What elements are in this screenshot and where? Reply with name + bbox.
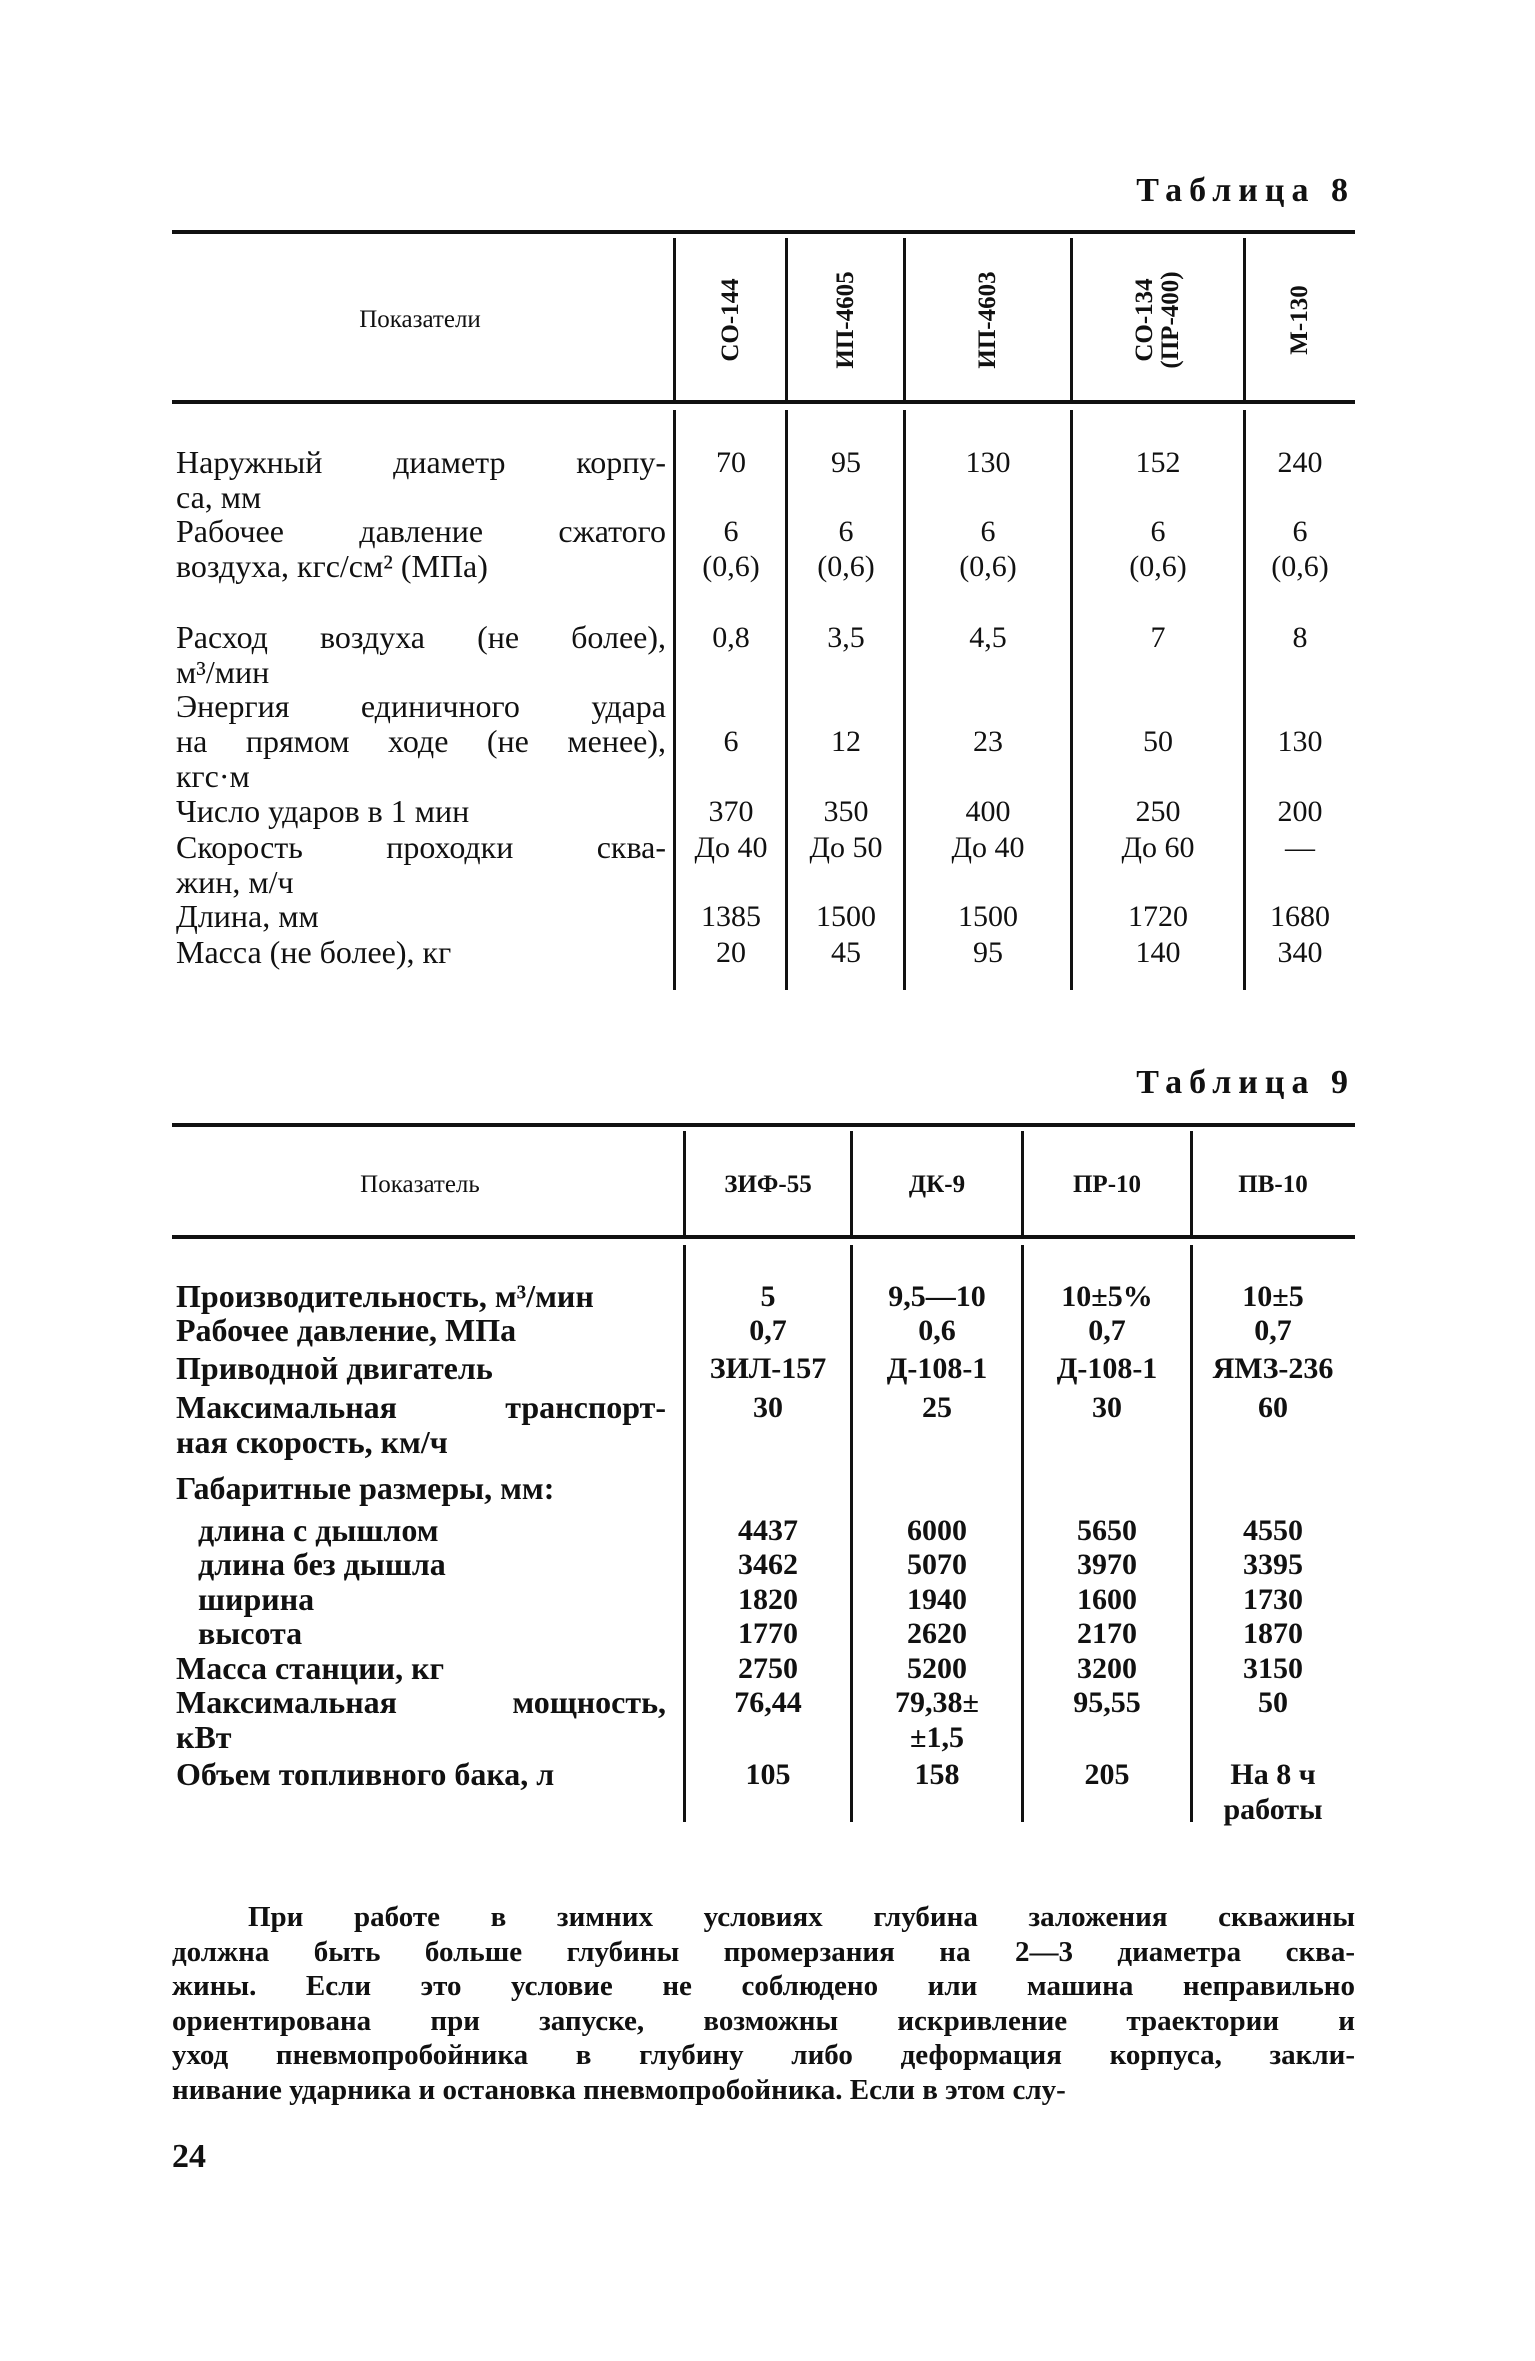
table-cell (1077, 1582, 1137, 1617)
column-header: ИП-4605 (832, 271, 859, 369)
label-line: высота (198, 1615, 303, 1651)
label-line: длина без дышла (198, 1546, 446, 1582)
cell-value: 130 (1277, 725, 1323, 758)
cell-value: 50 (1258, 1686, 1288, 1719)
cell-value: 3462 (738, 1548, 798, 1581)
table-cell (966, 445, 1011, 480)
cell-value: 79,38± (895, 1686, 979, 1719)
table-cell (1088, 1313, 1126, 1348)
table9-caption: Таблица 9 (1136, 1064, 1355, 1101)
cell-value: 152 (1135, 446, 1181, 479)
cell-value: 4,5 (969, 621, 1007, 654)
table-cell (1073, 1685, 1141, 1720)
table-cell (1077, 1513, 1137, 1548)
cell-value: До 40 (951, 831, 1025, 864)
cell-value: 3200 (1077, 1652, 1137, 1685)
table-cell (738, 1582, 798, 1617)
table-cell (952, 830, 1025, 865)
column-divider (1070, 410, 1073, 990)
top-rule (172, 230, 1355, 234)
header-label: Показатель (360, 1171, 480, 1198)
column-divider (683, 1131, 686, 1235)
row-label (176, 830, 666, 900)
cell-value: 10±5 (1242, 1280, 1304, 1313)
table-cell (1213, 1351, 1334, 1386)
label-line: жин, м/ч (176, 864, 294, 900)
table-cell (1278, 794, 1323, 829)
table-cell (695, 830, 768, 865)
table-cell (907, 1547, 967, 1582)
cell-value: 240 (1277, 446, 1323, 479)
cell-value: 3970 (1077, 1548, 1137, 1581)
column-divider (1021, 1131, 1024, 1235)
table-cell (1258, 1390, 1288, 1425)
cell-value: (0,6) (1129, 550, 1187, 583)
table-cell (761, 1279, 776, 1314)
table-cell (1136, 935, 1181, 970)
cell-value: 5650 (1077, 1514, 1137, 1547)
cell-value: 0,8 (712, 621, 750, 654)
cell-value: 1940 (907, 1583, 967, 1616)
table-cell (1293, 620, 1308, 655)
cell-value: 8 (1292, 621, 1308, 654)
cell-value: 140 (1135, 936, 1181, 969)
table-cell (922, 1390, 952, 1425)
table-cell (973, 724, 1003, 759)
table-cell (831, 935, 861, 970)
cell-value: 6 (1292, 515, 1308, 548)
column-header: ЗИФ-55 (724, 1171, 812, 1198)
paragraph-line: При работе в зимних условиях глубина заложения скважины (248, 1901, 1355, 1933)
table-cell (1278, 445, 1323, 480)
cell-value: 3150 (1243, 1652, 1303, 1685)
label-line: воздуха, кгс/см² (МПа) (176, 548, 488, 584)
table-cell (1254, 1313, 1292, 1348)
label-line: Максимальная транспорт- (176, 1389, 666, 1425)
table-cell (1223, 1757, 1322, 1827)
cell-value: 6 (723, 515, 739, 548)
cell-value: 400 (965, 795, 1011, 828)
cell-value: 95 (831, 446, 861, 479)
cell-value: (0,6) (702, 550, 760, 583)
cell-value: 158 (914, 1758, 960, 1791)
column-header: ДК-9 (908, 1171, 966, 1198)
table-cell (1258, 1685, 1288, 1720)
page-number: 24 (172, 2138, 206, 2175)
table-cell (907, 1582, 967, 1617)
table-cell (1077, 1616, 1137, 1651)
column-divider (683, 1245, 686, 1822)
label-line: Длина, мм (176, 898, 319, 934)
column-divider (1243, 410, 1246, 990)
paragraph-line: уход пневмопробойника в глубину либо деформация корпуса, закли- (172, 2039, 1355, 2071)
table-cell (1271, 514, 1328, 584)
paragraph-line: ориентирована при запуске, возможны искривление траектории и (172, 2004, 1355, 2037)
label-line: ная скорость, км/ч (176, 1424, 448, 1460)
row-label (176, 1757, 666, 1792)
table-cell (831, 445, 861, 480)
table-cell (959, 514, 1016, 584)
table-cell (969, 620, 1007, 655)
table-cell (1243, 1651, 1303, 1686)
cell-value: 205 (1084, 1758, 1130, 1791)
cell-value: 1770 (738, 1617, 798, 1650)
table-cell (887, 1351, 988, 1386)
row-label (176, 899, 666, 934)
paragraph-line: нивание ударника и остановка пневмопробойника. Если в этом слу- (172, 2073, 1066, 2106)
table-cell (1243, 1547, 1303, 1582)
table-cell (966, 794, 1011, 829)
column-divider (850, 1131, 853, 1235)
column-divider (1243, 238, 1246, 400)
table-cell (824, 794, 869, 829)
label-line: м³/мин (176, 654, 270, 690)
cell-value: 23 (973, 725, 1003, 758)
cell-value: 5 (760, 1280, 776, 1313)
cell-value: 9,5—10 (888, 1280, 986, 1313)
column-divider (1070, 238, 1073, 400)
cell-value: 60 (1258, 1391, 1288, 1424)
cell-value: 3,5 (827, 621, 865, 654)
row-label (176, 445, 666, 515)
label-line: Производительность, м³/мин (176, 1278, 594, 1314)
table-cell (738, 1547, 798, 1582)
cell-value: 95,55 (1073, 1686, 1141, 1719)
header-rule (172, 400, 1355, 404)
table-cell (895, 1685, 979, 1755)
cell-value: 1730 (1243, 1583, 1303, 1616)
cell-value: 0,7 (1088, 1314, 1126, 1347)
table-cell (973, 935, 1003, 970)
column-divider (1190, 1245, 1193, 1822)
cell-value: 3395 (1243, 1548, 1303, 1581)
cell-value: 1500 (958, 900, 1018, 933)
cell-value: 200 (1277, 795, 1323, 828)
table-cell (817, 514, 874, 584)
column-divider (785, 410, 788, 990)
table-cell (1278, 935, 1323, 970)
row-label (176, 1471, 666, 1506)
header-label: Показатели (359, 306, 481, 333)
column-header: СО-144 (717, 278, 744, 362)
table-cell (907, 1616, 967, 1651)
table-cell (1151, 620, 1166, 655)
column-divider (1021, 1245, 1024, 1822)
table-cell (749, 1313, 787, 1348)
table-cell (753, 1390, 783, 1425)
table-cell (816, 899, 876, 934)
cell-value: 1720 (1128, 900, 1188, 933)
column-divider (673, 410, 676, 990)
table-cell (1129, 514, 1186, 584)
label-line: Число ударов в 1 мин (176, 793, 470, 829)
table-cell (907, 1513, 967, 1548)
label-line: Максимальная мощность, (176, 1684, 666, 1720)
cell-value: 70 (716, 446, 746, 479)
cell-value: 12 (831, 725, 861, 758)
label-line: Приводной двигатель (176, 1350, 493, 1386)
cell-value: 7 (1150, 621, 1166, 654)
column-header: СО-134 (ПР-400) (1131, 271, 1184, 369)
cell-value: 105 (745, 1758, 791, 1791)
table-cell (1143, 724, 1173, 759)
cell-value: (0,6) (959, 550, 1017, 583)
table-cell (702, 514, 759, 584)
cell-value: 30 (1092, 1391, 1122, 1424)
table-cell (1242, 1279, 1303, 1314)
cell-value: 1820 (738, 1583, 798, 1616)
cell-value: ЗИЛ-157 (709, 1352, 827, 1385)
table-cell (738, 1513, 798, 1548)
cell-value: 0,7 (1254, 1314, 1292, 1347)
table-cell (1243, 1513, 1303, 1548)
table-cell (1128, 899, 1188, 934)
cell-value: 0,7 (749, 1314, 787, 1347)
cell-value: 1870 (1243, 1617, 1303, 1650)
cell-value: Д-108-1 (1056, 1352, 1158, 1385)
cell-value: 1500 (816, 900, 876, 933)
cell-value: 4437 (738, 1514, 798, 1547)
table-cell (888, 1279, 986, 1314)
table-cell (1061, 1279, 1152, 1314)
cell-value: 6 (723, 725, 739, 758)
cell-value: 6 (1150, 515, 1166, 548)
cell-value: 0,6 (918, 1314, 956, 1347)
column-divider (903, 238, 906, 400)
table-cell (1285, 830, 1315, 865)
table-cell (1243, 1616, 1303, 1651)
cell-value: До 40 (694, 831, 768, 864)
label-line: Расход воздуха (не более), (176, 619, 666, 655)
table-cell (831, 724, 861, 759)
row-label (176, 620, 666, 690)
table8-caption: Таблица 8 (1136, 172, 1355, 209)
label-line: Рабочее давление, МПа (176, 1312, 517, 1348)
label-line: ширина (198, 1581, 315, 1617)
cell-value: 6 (838, 515, 854, 548)
row-label (176, 935, 666, 970)
column-divider (850, 1245, 853, 1822)
cell-value: 5070 (907, 1548, 967, 1581)
table-cell (1092, 1390, 1122, 1425)
column-header: ИП-4603 (974, 271, 1001, 369)
table-cell (701, 899, 761, 934)
column-header: ПВ-10 (1238, 1171, 1308, 1198)
cell-value: До 60 (1121, 831, 1195, 864)
cell-value: 30 (753, 1391, 783, 1424)
cell-value: 1385 (701, 900, 761, 933)
label-line: Скорость проходки сква- (176, 829, 666, 865)
table-cell (724, 724, 739, 759)
row-label (176, 689, 666, 794)
cell-value: 2750 (738, 1652, 798, 1685)
table-cell (716, 445, 746, 480)
table-cell (710, 1351, 827, 1386)
cell-value: 25 (922, 1391, 952, 1424)
label-line: Масса (не более), кг (176, 934, 452, 970)
table-cell (1136, 794, 1181, 829)
cell-value: 20 (716, 936, 746, 969)
table-cell (1270, 899, 1330, 934)
table-cell (958, 899, 1018, 934)
table-cell (1243, 1582, 1303, 1617)
row-label (176, 514, 666, 584)
cell-value: 10±5% (1061, 1280, 1153, 1313)
table-cell (738, 1651, 798, 1686)
table-cell (915, 1757, 960, 1792)
table-cell (810, 830, 883, 865)
row-label (176, 1279, 666, 1314)
label-line: кВт (176, 1719, 232, 1755)
column-divider (785, 238, 788, 400)
cell-value: 5200 (907, 1652, 967, 1685)
table-cell (709, 794, 754, 829)
row-label (176, 1513, 666, 1548)
table-cell (1122, 830, 1195, 865)
cell-value: 76,44 (734, 1686, 802, 1719)
table-cell (1136, 445, 1181, 480)
column-header: М-130 (1286, 285, 1313, 355)
label-line: на прямом ходе (не менее), (176, 723, 666, 759)
table-cell (746, 1757, 791, 1792)
cell-value: 4550 (1243, 1514, 1303, 1547)
row-label (176, 1651, 666, 1686)
cell-value: 95 (973, 936, 1003, 969)
label-line: Рабочее давление сжатого (176, 513, 666, 549)
table-cell (827, 620, 865, 655)
label-line: Габаритные размеры, мм: (176, 1470, 555, 1506)
column-divider (1190, 1131, 1193, 1235)
cell-value: 1680 (1270, 900, 1330, 933)
row-label (176, 1390, 666, 1460)
label-line: Энергия единичного удара (176, 688, 666, 724)
table-cell (712, 620, 750, 655)
cell-value: 130 (965, 446, 1011, 479)
row-label (176, 794, 666, 829)
cell-value: 50 (1143, 725, 1173, 758)
cell-value: — (1285, 831, 1315, 864)
label-line: Наружный диаметр корпу- (176, 444, 666, 480)
cell-value: 2170 (1077, 1617, 1137, 1650)
table-cell (907, 1651, 967, 1686)
column-divider (903, 410, 906, 990)
cell-value: 1600 (1077, 1583, 1137, 1616)
cell-value: ЯМЗ-236 (1212, 1352, 1334, 1385)
paragraph-line: жины. Если это условие не соблюдено или машина неправильно (172, 1970, 1355, 2002)
body-paragraph (172, 1900, 1355, 2107)
table-cell (716, 935, 746, 970)
cell-value: работы (1223, 1793, 1323, 1826)
label-line: длина с дышлом (198, 1512, 439, 1548)
table-cell (738, 1616, 798, 1651)
cell-value: 2620 (907, 1617, 967, 1650)
paragraph-line: должна быть больше глубины промерзания на 2—3 диаметра сква- (172, 1935, 1355, 1968)
row-label (176, 1685, 666, 1755)
cell-value: 45 (831, 936, 861, 969)
cell-value: 6 (980, 515, 996, 548)
table-cell (1057, 1351, 1158, 1386)
header-rule (172, 1235, 1355, 1239)
cell-value: (0,6) (1271, 550, 1329, 583)
cell-value: 370 (708, 795, 754, 828)
table-cell (1077, 1547, 1137, 1582)
top-rule (172, 1123, 1355, 1127)
cell-value: ±1,5 (910, 1721, 964, 1754)
row-label (176, 1582, 666, 1617)
cell-value: Д-108-1 (886, 1352, 988, 1385)
column-divider (673, 238, 676, 400)
row-label (176, 1616, 666, 1651)
cell-value: 250 (1135, 795, 1181, 828)
label-line: кгс·м (176, 758, 250, 794)
cell-value: 6000 (907, 1514, 967, 1547)
table-cell (734, 1685, 802, 1720)
table-cell (1077, 1651, 1137, 1686)
cell-value: До 50 (809, 831, 883, 864)
table-cell (1278, 724, 1323, 759)
label-line: Объем топливного бака, л (176, 1756, 555, 1792)
row-label (176, 1351, 666, 1386)
label-line: Масса станции, кг (176, 1650, 445, 1686)
row-label (176, 1547, 666, 1582)
label-line: са, мм (176, 479, 262, 515)
table-cell (918, 1313, 956, 1348)
cell-value: (0,6) (817, 550, 875, 583)
cell-value: 340 (1277, 936, 1323, 969)
column-header: ПР-10 (1072, 1171, 1142, 1198)
table-cell (1085, 1757, 1130, 1792)
cell-value: На 8 ч (1230, 1758, 1316, 1791)
row-label (176, 1313, 666, 1348)
cell-value: 350 (823, 795, 869, 828)
